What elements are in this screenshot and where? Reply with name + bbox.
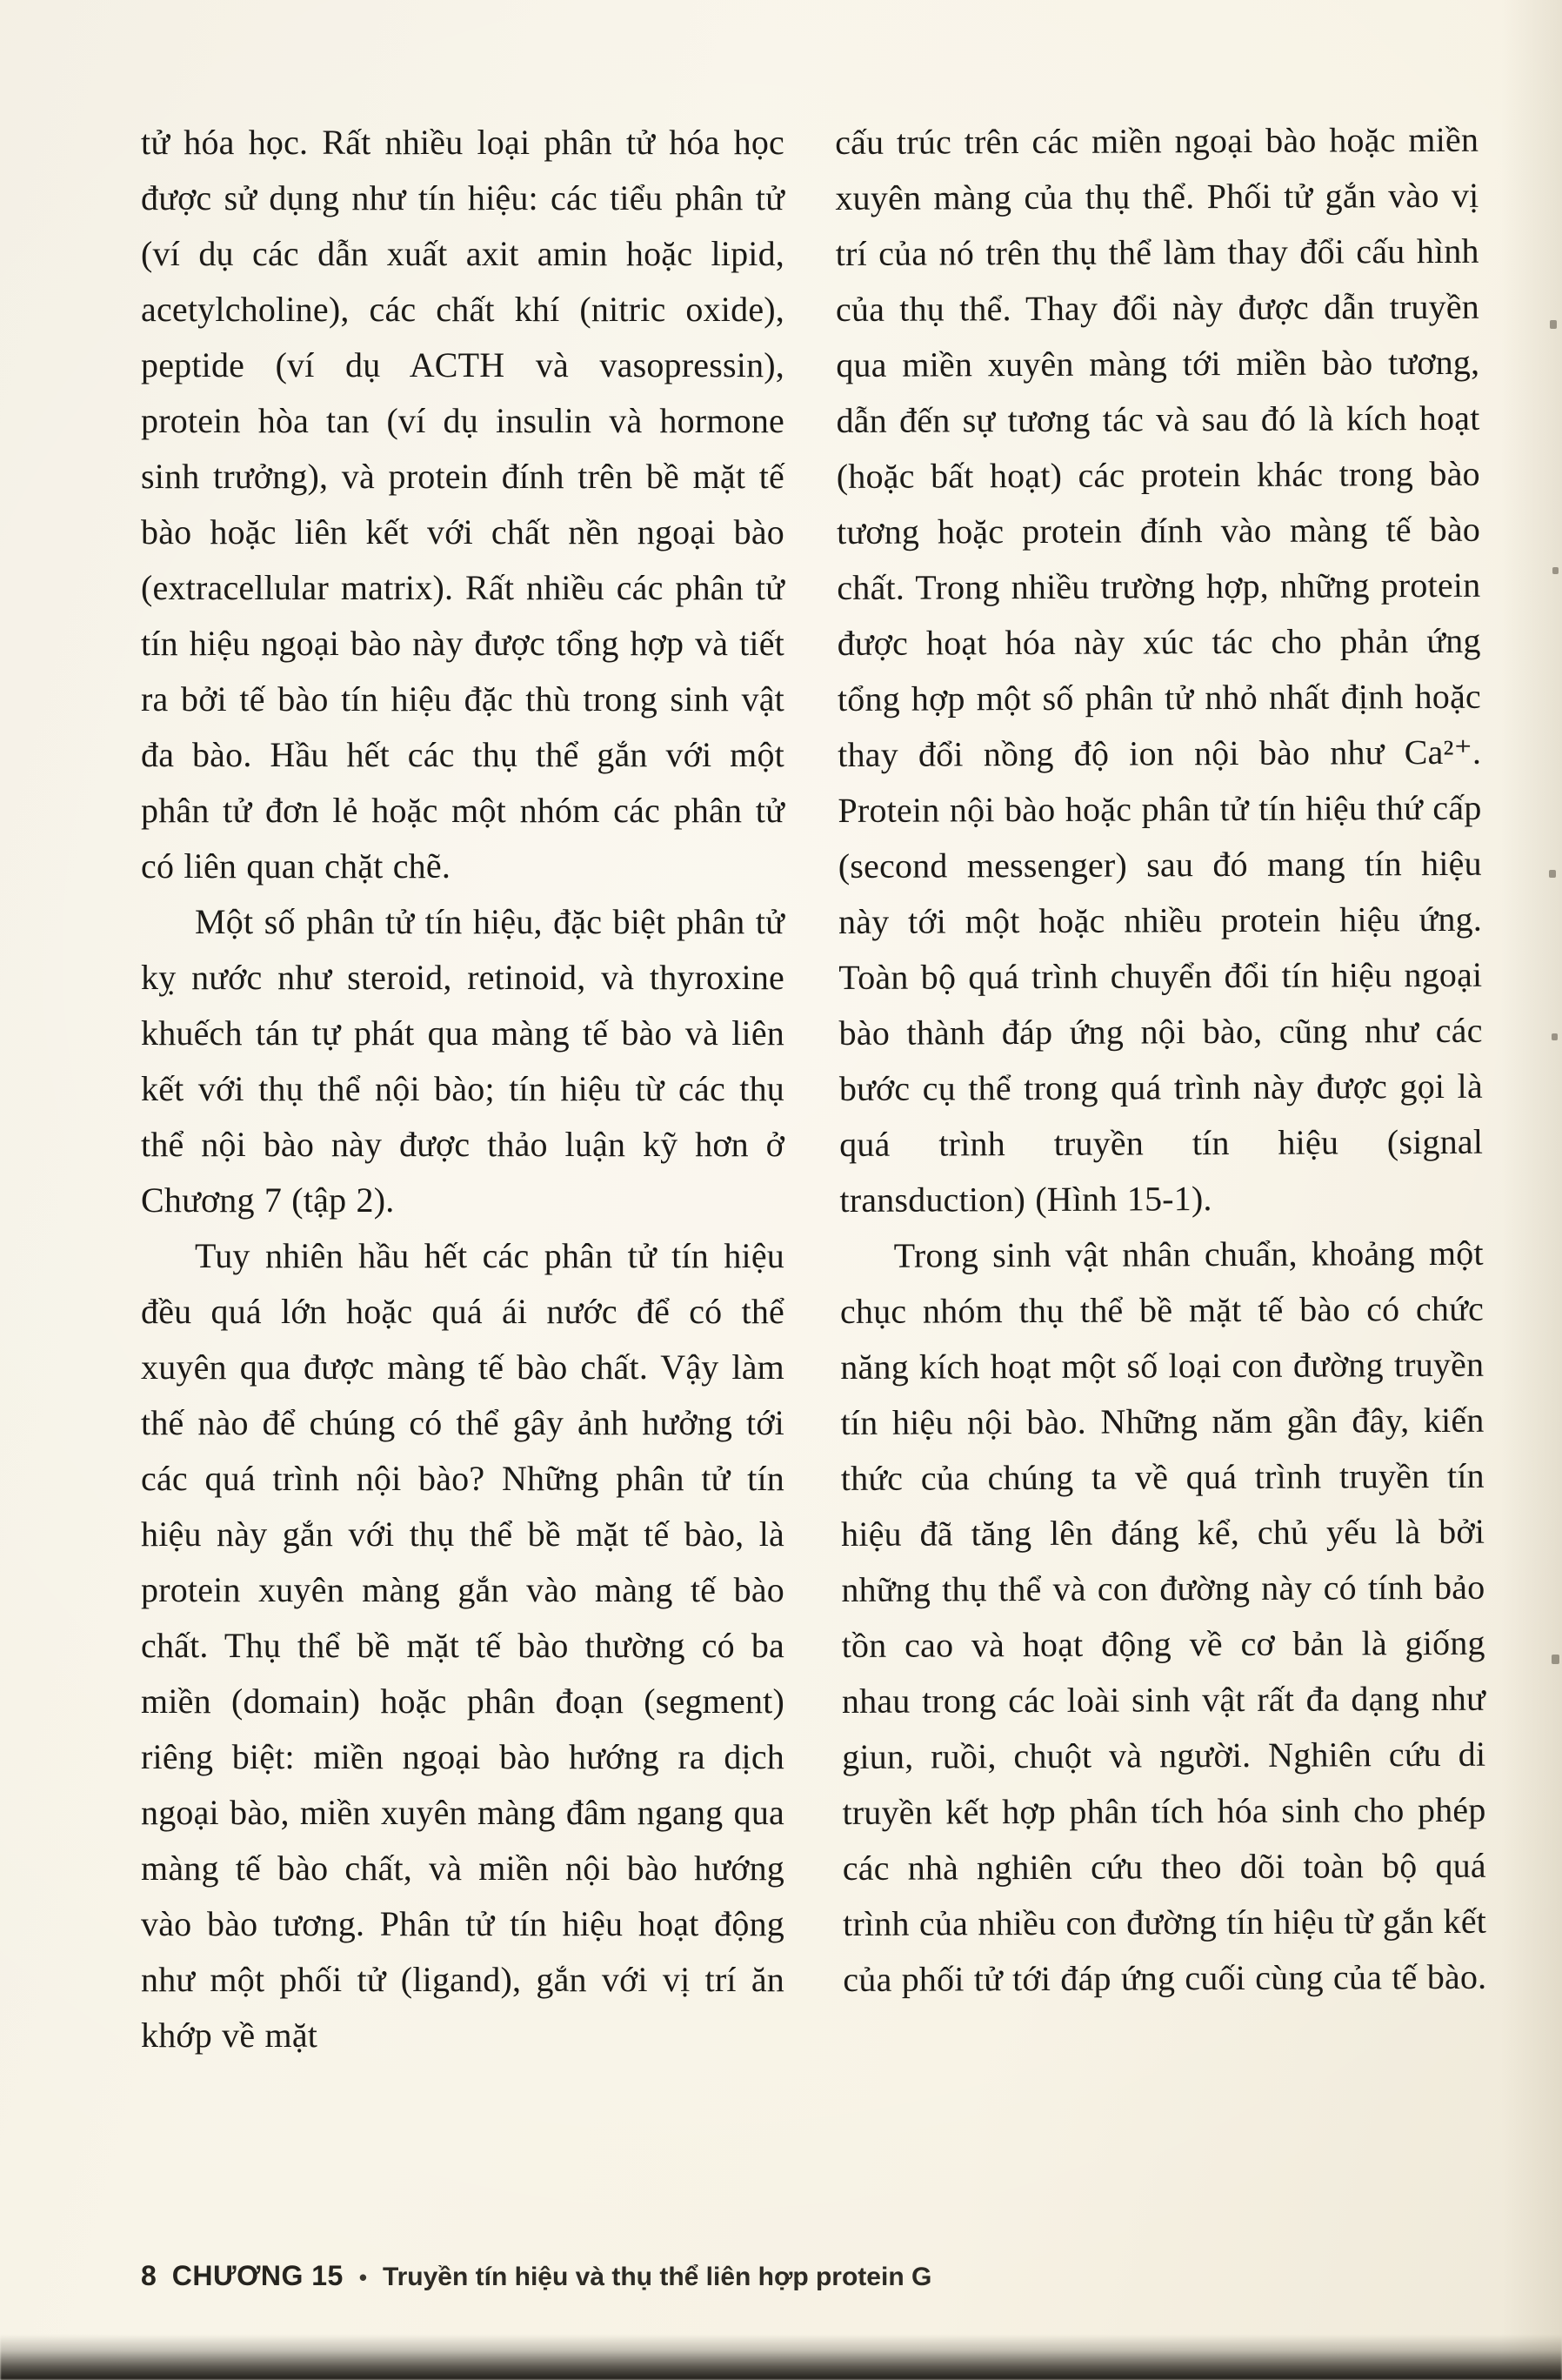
paragraph: Trong sinh vật nhân chuẩn, khoảng một chục nhóm thụ thể bề mặt tế bào có chức năng kích hoạt một số loại con đường truyền tín hiệu nội bào. Những năm gần đây, kiến thức của chúng ta về quá trình truyền tín hiệu đã tăng lên đáng kể, chủ yếu là bởi những thụ thể và con đường này có tính bảo tồn cao và hoạt động về cơ bản là giống nhau trong các loài sinh vật rất đa dạng như giun, ruồi, chuột và người. Nghiên cứu di truyền kết hợp phân tích hóa sinh cho phép các nhà nghiên cứu theo dõi toàn bộ quá trình của nhiều con đường tín hiệu từ gắn kết của phối tử tới đáp ứng cuối cùng của tế bào. [839, 1233, 1487, 1999]
scan-artifact [1549, 870, 1556, 878]
scan-artifact [1550, 320, 1557, 329]
text-column-right [835, 112, 1487, 2063]
scan-edge-shade [1501, 0, 1562, 2380]
page-footer [141, 2260, 931, 2292]
scan-artifact [1552, 567, 1559, 574]
paragraph: Một số phân tử tín hiệu, đặc biệt phân tử kỵ nước như steroid, retinoid, và thyroxine khuếch tán tự phát qua màng tế bào và liên kết với thụ thể nội bào; tín hiệu từ các thụ thể nội bào này được thảo luận kỹ hơn ở Chương 7 (tập 2). [141, 902, 784, 1220]
paragraph: Tuy nhiên hầu hết các phân tử tín hiệu đều quá lớn hoặc quá ái nước để có thể xuyên qua được màng tế bào chất. Vậy làm thế nào để chúng có thể gây ảnh hưởng tới các quá trình nội bào? Những phân tử tín hiệu này gắn với thụ thể bề mặt tế bào, là protein xuyên màng gắn vào màng tế bào chất. Thụ thể bề mặt tế bào thường có ba miền (domain) hoặc phân đoạn (segment) riêng biệt: miền ngoại bào hướng ra dịch ngoại bào, miền xuyên màng đâm ngang qua màng tế bào chất, và miền nội bào hướng vào bào tương. Phân tử tín hiệu hoạt động như một phối tử (ligand), gắn với vị trí ăn khớp về mặt [141, 1236, 784, 2055]
chapter-title: Truyền tín hiệu và thụ thể liên hợp protein G [382, 2263, 932, 2291]
page-number: 8 [141, 2260, 157, 2291]
scan-bottom-edge [0, 2335, 1562, 2380]
chapter-label: CHƯƠNG 15 [171, 2260, 344, 2291]
scan-artifact [1552, 1033, 1558, 1040]
footer-separator: • [358, 2264, 367, 2290]
paragraph: cấu trúc trên các miền ngoại bào hoặc miền xuyên màng của thụ thể. Phối tử gắn vào vị trí của nó trên thụ thể làm thay đổi cấu hình của thụ thể. Thay đổi này được dẫn truyền qua miền xuyên màng tới miền bào tương, dẫn đến sự tương tác và sau đó là kích hoạt (hoặc bất hoạt) các protein khác trong bào tương hoặc protein đính vào màng tế bào chất. Trong nhiều trường hợp, những protein được hoạt hóa này xúc tác cho phản ứng tổng hợp một số phân tử nhỏ nhất định hoặc thay đổi nồng độ ion nội bào như Ca²⁺. Protein nội bào hoặc phân tử tín hiệu thứ cấp (second messenger) sau đó mang tín hiệu này tới một hoặc nhiều protein hiệu ứng. Toàn bộ quá trình chuyển đổi tín hiệu ngoại bào thành đáp ứng nội bào, cũng như các bước cụ thể trong quá trình này được gọi là quá trình truyền tín hiệu (signal transduction) (Hình 15-1). [835, 119, 1484, 1220]
scan-artifact [1552, 1655, 1559, 1664]
text-column-left [141, 115, 784, 2063]
text-columns [141, 115, 1487, 2063]
paragraph: tử hóa học. Rất nhiều loại phân tử hóa học được sử dụng như tín hiệu: các tiểu phân tử (ví dụ các dẫn xuất axit amin hoặc lipid, acetylcholine), các chất khí (nitric oxide), peptide (ví dụ ACTH và vasopressin), protein hòa tan (ví dụ insulin và hormone sinh trưởng), và protein đính trên bề mặt tế bào hoặc liên kết với chất nền ngoại bào (extracellular matrix). Rất nhiều các phân tử tín hiệu ngoại bào này được tổng hợp và tiết ra bởi tế bào tín hiệu đặc thù trong sinh vật đa bào. Hầu hết các thụ thể gắn với một phân tử đơn lẻ hoặc một nhóm các phân tử có liên quan chặt chẽ. [141, 123, 784, 886]
